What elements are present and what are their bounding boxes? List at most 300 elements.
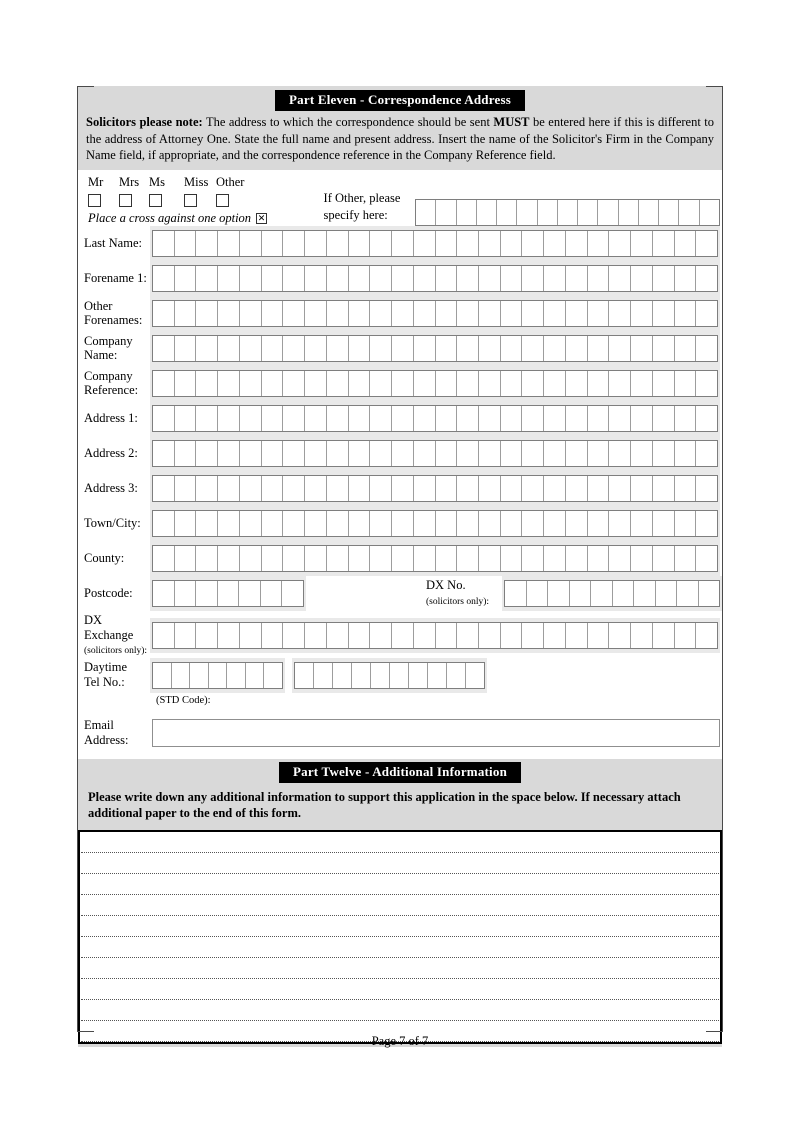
char-cell[interactable] [608, 441, 630, 466]
char-cell[interactable] [674, 623, 696, 648]
char-cell[interactable] [195, 266, 217, 291]
char-cell[interactable] [282, 623, 304, 648]
char-cell[interactable] [674, 546, 696, 571]
char-cell[interactable] [435, 511, 457, 536]
char-cell[interactable] [413, 476, 435, 501]
char-cell[interactable] [655, 581, 677, 606]
char-cell[interactable] [369, 511, 391, 536]
char-cell[interactable] [543, 511, 565, 536]
char-cell[interactable] [587, 511, 609, 536]
char-cell[interactable] [348, 476, 370, 501]
char-cell[interactable] [326, 441, 348, 466]
char-cell[interactable] [282, 406, 304, 431]
char-cell[interactable] [348, 623, 370, 648]
char-cell[interactable] [587, 441, 609, 466]
char-cell[interactable] [500, 336, 522, 361]
char-cell[interactable] [369, 266, 391, 291]
char-cell[interactable] [630, 441, 652, 466]
email-input-box[interactable] [152, 719, 720, 747]
char-cell[interactable] [456, 511, 478, 536]
char-cell[interactable] [565, 546, 587, 571]
char-cell[interactable] [478, 441, 500, 466]
char-cell[interactable] [565, 336, 587, 361]
char-cell[interactable] [674, 406, 696, 431]
char-cell[interactable] [500, 301, 522, 326]
char-cell[interactable] [565, 371, 587, 396]
char-cell[interactable] [478, 511, 500, 536]
char-cell[interactable] [217, 511, 239, 536]
char-cell[interactable] [456, 406, 478, 431]
char-cell[interactable] [369, 231, 391, 256]
char-cell[interactable] [500, 266, 522, 291]
char-cell[interactable] [239, 371, 261, 396]
char-cell[interactable] [391, 476, 413, 501]
char-cell[interactable] [565, 406, 587, 431]
char-cell[interactable] [217, 406, 239, 431]
char-cell[interactable] [456, 336, 478, 361]
char-cell[interactable] [326, 546, 348, 571]
char-cell[interactable] [456, 371, 478, 396]
char-cell[interactable] [695, 546, 717, 571]
char-cell[interactable] [500, 511, 522, 536]
char-cell[interactable] [590, 581, 612, 606]
char-cell[interactable] [435, 336, 457, 361]
char-cell[interactable] [698, 581, 720, 606]
char-cell[interactable] [153, 476, 174, 501]
char-cell[interactable] [391, 266, 413, 291]
char-cell[interactable] [304, 406, 326, 431]
char-cell[interactable] [413, 371, 435, 396]
char-cell[interactable] [676, 581, 698, 606]
char-cell[interactable] [674, 336, 696, 361]
char-cell[interactable] [195, 371, 217, 396]
char-cell[interactable] [326, 336, 348, 361]
char-cell[interactable] [630, 231, 652, 256]
char-cell[interactable] [313, 663, 332, 688]
char-cell[interactable] [239, 476, 261, 501]
char-cell[interactable] [332, 663, 351, 688]
char-cell[interactable] [521, 301, 543, 326]
char-cell[interactable] [608, 406, 630, 431]
char-cell[interactable] [695, 371, 717, 396]
char-cell[interactable] [587, 231, 609, 256]
title-checkbox-other[interactable] [216, 194, 229, 207]
char-cell[interactable] [391, 406, 413, 431]
char-cell[interactable] [678, 200, 698, 225]
char-cell[interactable] [638, 200, 658, 225]
char-cell[interactable] [153, 371, 174, 396]
char-cell[interactable] [217, 266, 239, 291]
char-cell[interactable] [195, 476, 217, 501]
char-cell[interactable] [658, 200, 678, 225]
char-cell[interactable] [282, 476, 304, 501]
char-cell[interactable] [695, 406, 717, 431]
char-cell[interactable] [500, 231, 522, 256]
char-cell[interactable] [674, 266, 696, 291]
char-cell[interactable] [565, 511, 587, 536]
char-cell[interactable] [217, 336, 239, 361]
char-cell[interactable] [476, 200, 496, 225]
char-cell[interactable] [174, 581, 196, 606]
char-cell[interactable] [153, 266, 174, 291]
char-cell[interactable] [348, 231, 370, 256]
char-cell[interactable] [446, 663, 465, 688]
char-cell[interactable] [500, 441, 522, 466]
char-cell[interactable] [369, 546, 391, 571]
char-cell[interactable] [652, 301, 674, 326]
char-cell[interactable] [695, 476, 717, 501]
char-cell[interactable] [547, 581, 569, 606]
char-cell[interactable] [391, 231, 413, 256]
char-cell[interactable] [369, 301, 391, 326]
char-cell[interactable] [174, 336, 196, 361]
char-cell[interactable] [456, 476, 478, 501]
char-cell[interactable] [295, 663, 313, 688]
title-checkbox-mr[interactable] [88, 194, 101, 207]
char-cell[interactable] [618, 200, 638, 225]
char-cell[interactable] [153, 441, 174, 466]
char-cell[interactable] [304, 476, 326, 501]
title-checkbox-mrs[interactable] [119, 194, 132, 207]
char-cell[interactable] [587, 476, 609, 501]
char-cell[interactable] [326, 266, 348, 291]
char-cell[interactable] [435, 546, 457, 571]
char-cell[interactable] [587, 301, 609, 326]
char-cell[interactable] [413, 441, 435, 466]
char-cell[interactable] [261, 266, 283, 291]
char-cell[interactable] [326, 623, 348, 648]
char-cell[interactable] [565, 476, 587, 501]
char-cell[interactable] [348, 301, 370, 326]
char-cell[interactable] [413, 301, 435, 326]
char-cell[interactable] [587, 266, 609, 291]
char-cell[interactable] [226, 663, 245, 688]
char-cell[interactable] [416, 200, 435, 225]
char-cell[interactable] [435, 231, 457, 256]
char-cell[interactable] [217, 301, 239, 326]
char-cell[interactable] [565, 266, 587, 291]
char-cell[interactable] [217, 546, 239, 571]
char-cell[interactable] [261, 476, 283, 501]
char-cell[interactable] [543, 441, 565, 466]
char-cell[interactable] [208, 663, 227, 688]
char-cell[interactable] [239, 511, 261, 536]
char-cell[interactable] [587, 623, 609, 648]
char-cell[interactable] [652, 336, 674, 361]
char-cell[interactable] [369, 476, 391, 501]
char-cell[interactable] [304, 511, 326, 536]
char-cell[interactable] [391, 441, 413, 466]
char-cell[interactable] [217, 623, 239, 648]
char-cell[interactable] [217, 371, 239, 396]
char-cell[interactable] [543, 266, 565, 291]
char-cell[interactable] [500, 546, 522, 571]
char-cell[interactable] [526, 581, 548, 606]
char-cell[interactable] [478, 371, 500, 396]
char-cell[interactable] [261, 623, 283, 648]
char-cell[interactable] [153, 336, 174, 361]
char-cell[interactable] [608, 266, 630, 291]
char-cell[interactable] [348, 511, 370, 536]
char-cell[interactable] [456, 231, 478, 256]
char-cell[interactable] [652, 371, 674, 396]
char-cell[interactable] [543, 231, 565, 256]
char-cell[interactable] [304, 441, 326, 466]
char-cell[interactable] [369, 406, 391, 431]
char-cell[interactable] [174, 406, 196, 431]
char-cell[interactable] [543, 371, 565, 396]
char-cell[interactable] [239, 441, 261, 466]
char-cell[interactable] [652, 266, 674, 291]
char-cell[interactable] [195, 336, 217, 361]
char-cell[interactable] [630, 266, 652, 291]
char-cell[interactable] [153, 546, 174, 571]
char-cell[interactable] [348, 371, 370, 396]
char-cell[interactable] [597, 200, 617, 225]
char-cell[interactable] [521, 441, 543, 466]
char-cell[interactable] [630, 511, 652, 536]
char-cell[interactable] [348, 406, 370, 431]
char-cell[interactable] [304, 336, 326, 361]
char-cell[interactable] [282, 336, 304, 361]
char-cell[interactable] [695, 266, 717, 291]
char-cell[interactable] [674, 476, 696, 501]
char-cell[interactable] [478, 546, 500, 571]
char-cell[interactable] [456, 441, 478, 466]
char-cell[interactable] [543, 623, 565, 648]
char-cell[interactable] [369, 623, 391, 648]
char-cell[interactable] [630, 623, 652, 648]
char-cell[interactable] [174, 231, 196, 256]
char-cell[interactable] [456, 301, 478, 326]
char-cell[interactable] [674, 371, 696, 396]
char-cell[interactable] [521, 546, 543, 571]
char-cell[interactable] [304, 231, 326, 256]
char-cell[interactable] [652, 623, 674, 648]
char-cell[interactable] [652, 546, 674, 571]
additional-information-box[interactable] [78, 830, 722, 1044]
char-cell[interactable] [153, 623, 174, 648]
char-cell[interactable] [478, 476, 500, 501]
char-cell[interactable] [516, 200, 536, 225]
char-cell[interactable] [500, 406, 522, 431]
char-cell[interactable] [391, 336, 413, 361]
char-cell[interactable] [261, 336, 283, 361]
char-cell[interactable] [326, 231, 348, 256]
char-cell[interactable] [153, 511, 174, 536]
char-cell[interactable] [391, 623, 413, 648]
char-cell[interactable] [577, 200, 597, 225]
char-cell[interactable] [282, 371, 304, 396]
char-cell[interactable] [521, 231, 543, 256]
char-cell[interactable] [674, 301, 696, 326]
char-cell[interactable] [282, 301, 304, 326]
char-cell[interactable] [456, 546, 478, 571]
char-cell[interactable] [543, 406, 565, 431]
char-cell[interactable] [282, 546, 304, 571]
char-cell[interactable] [456, 200, 476, 225]
char-cell[interactable] [630, 476, 652, 501]
char-cell[interactable] [304, 266, 326, 291]
char-cell[interactable] [239, 546, 261, 571]
char-cell[interactable] [174, 371, 196, 396]
char-cell[interactable] [652, 476, 674, 501]
char-cell[interactable] [435, 441, 457, 466]
char-cell[interactable] [282, 266, 304, 291]
char-cell[interactable] [282, 441, 304, 466]
char-cell[interactable] [195, 406, 217, 431]
char-cell[interactable] [389, 663, 408, 688]
char-cell[interactable] [195, 581, 217, 606]
char-cell[interactable] [587, 546, 609, 571]
char-cell[interactable] [674, 511, 696, 536]
char-cell[interactable] [239, 301, 261, 326]
char-cell[interactable] [587, 371, 609, 396]
char-cell[interactable] [543, 301, 565, 326]
char-cell[interactable] [195, 231, 217, 256]
char-cell[interactable] [630, 371, 652, 396]
char-cell[interactable] [413, 511, 435, 536]
char-cell[interactable] [369, 441, 391, 466]
char-cell[interactable] [413, 623, 435, 648]
char-cell[interactable] [413, 336, 435, 361]
char-cell[interactable] [695, 336, 717, 361]
char-cell[interactable] [195, 301, 217, 326]
char-cell[interactable] [695, 623, 717, 648]
char-cell[interactable] [652, 511, 674, 536]
char-cell[interactable] [239, 336, 261, 361]
char-cell[interactable] [261, 371, 283, 396]
char-cell[interactable] [304, 301, 326, 326]
char-cell[interactable] [195, 511, 217, 536]
char-cell[interactable] [282, 231, 304, 256]
char-cell[interactable] [608, 546, 630, 571]
char-cell[interactable] [239, 623, 261, 648]
char-cell[interactable] [304, 623, 326, 648]
char-cell[interactable] [174, 623, 196, 648]
char-cell[interactable] [456, 266, 478, 291]
char-cell[interactable] [369, 336, 391, 361]
char-cell[interactable] [370, 663, 389, 688]
char-cell[interactable] [630, 336, 652, 361]
char-cell[interactable] [195, 546, 217, 571]
char-cell[interactable] [261, 546, 283, 571]
char-cell[interactable] [543, 546, 565, 571]
char-cell[interactable] [391, 546, 413, 571]
char-cell[interactable] [630, 301, 652, 326]
char-cell[interactable] [695, 511, 717, 536]
char-cell[interactable] [630, 406, 652, 431]
char-cell[interactable] [478, 623, 500, 648]
char-cell[interactable] [174, 266, 196, 291]
char-cell[interactable] [543, 476, 565, 501]
char-cell[interactable] [261, 511, 283, 536]
char-cell[interactable] [521, 406, 543, 431]
char-cell[interactable] [500, 371, 522, 396]
char-cell[interactable] [456, 623, 478, 648]
char-cell[interactable] [326, 406, 348, 431]
char-cell[interactable] [478, 301, 500, 326]
char-cell[interactable] [695, 301, 717, 326]
char-cell[interactable] [326, 476, 348, 501]
char-cell[interactable] [699, 200, 719, 225]
char-cell[interactable] [565, 441, 587, 466]
char-cell[interactable] [652, 406, 674, 431]
char-cell[interactable] [674, 441, 696, 466]
char-cell[interactable] [587, 406, 609, 431]
char-cell[interactable] [608, 301, 630, 326]
char-cell[interactable] [630, 546, 652, 571]
char-cell[interactable] [304, 546, 326, 571]
char-cell[interactable] [326, 371, 348, 396]
char-cell[interactable] [695, 231, 717, 256]
char-cell[interactable] [435, 623, 457, 648]
char-cell[interactable] [369, 371, 391, 396]
char-cell[interactable] [435, 406, 457, 431]
char-cell[interactable] [478, 336, 500, 361]
char-cell[interactable] [217, 581, 239, 606]
char-cell[interactable] [569, 581, 591, 606]
char-cell[interactable] [282, 511, 304, 536]
char-cell[interactable] [326, 511, 348, 536]
char-cell[interactable] [435, 371, 457, 396]
char-cell[interactable] [239, 266, 261, 291]
char-cell[interactable] [612, 581, 634, 606]
char-cell[interactable] [500, 476, 522, 501]
char-cell[interactable] [608, 623, 630, 648]
char-cell[interactable] [408, 663, 427, 688]
char-cell[interactable] [521, 336, 543, 361]
char-cell[interactable] [261, 301, 283, 326]
char-cell[interactable] [608, 231, 630, 256]
char-cell[interactable] [261, 231, 283, 256]
char-cell[interactable] [195, 623, 217, 648]
char-cell[interactable] [391, 301, 413, 326]
char-cell[interactable] [478, 231, 500, 256]
char-cell[interactable] [281, 581, 303, 606]
char-cell[interactable] [263, 663, 282, 688]
char-cell[interactable] [174, 301, 196, 326]
char-cell[interactable] [652, 231, 674, 256]
char-cell[interactable] [153, 663, 171, 688]
char-cell[interactable] [174, 441, 196, 466]
char-cell[interactable] [153, 406, 174, 431]
char-cell[interactable] [174, 476, 196, 501]
char-cell[interactable] [174, 511, 196, 536]
char-cell[interactable] [521, 511, 543, 536]
char-cell[interactable] [608, 336, 630, 361]
char-cell[interactable] [153, 581, 174, 606]
char-cell[interactable] [565, 231, 587, 256]
char-cell[interactable] [391, 371, 413, 396]
char-cell[interactable] [413, 266, 435, 291]
char-cell[interactable] [608, 511, 630, 536]
char-cell[interactable] [348, 546, 370, 571]
char-cell[interactable] [348, 266, 370, 291]
char-cell[interactable] [326, 301, 348, 326]
char-cell[interactable] [565, 301, 587, 326]
title-checkbox-ms[interactable] [149, 194, 162, 207]
char-cell[interactable] [521, 623, 543, 648]
char-cell[interactable] [521, 266, 543, 291]
char-cell[interactable] [413, 546, 435, 571]
char-cell[interactable] [674, 231, 696, 256]
char-cell[interactable] [195, 441, 217, 466]
char-cell[interactable] [348, 336, 370, 361]
char-cell[interactable] [153, 301, 174, 326]
char-cell[interactable] [435, 266, 457, 291]
title-checkbox-miss[interactable] [184, 194, 197, 207]
